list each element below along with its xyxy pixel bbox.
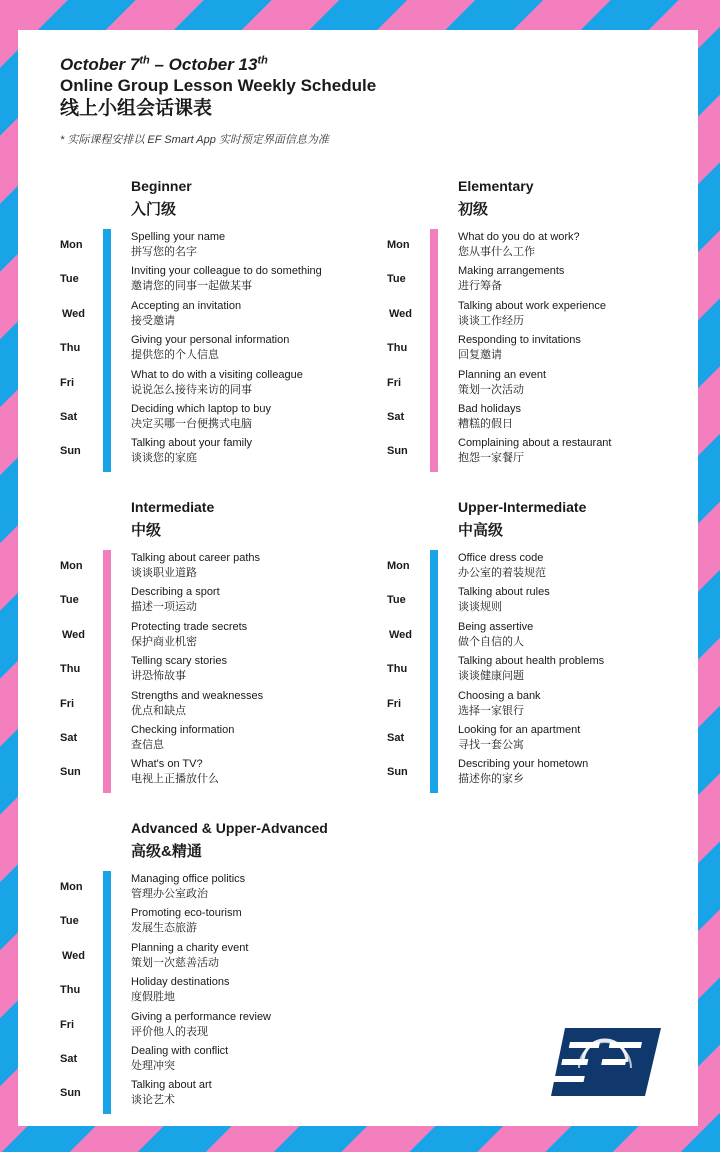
day-label: Fri xyxy=(60,1018,75,1031)
topic-en: Describing a sport xyxy=(131,586,220,599)
schedule-row xyxy=(60,585,360,619)
topic-zh: 发展生态旅游 xyxy=(131,922,197,935)
topic-en: Talking about rules xyxy=(458,586,550,599)
day-label: Wed xyxy=(62,628,86,641)
topic-zh: 度假胜地 xyxy=(131,991,175,1004)
level-block xyxy=(387,499,687,799)
topic-en: Choosing a bank xyxy=(458,689,541,702)
schedule-row xyxy=(60,230,360,264)
topic-zh: 寻找一套公寓 xyxy=(458,739,524,751)
topic-zh: 谈谈规则 xyxy=(458,601,502,614)
schedule-row xyxy=(387,264,687,298)
topic-en: Giving a performance review xyxy=(131,1010,272,1023)
topic-zh: 抱怨一家餐厅 xyxy=(458,452,524,465)
topic-en: Describing your hometown xyxy=(458,758,589,771)
topic-zh: 接受邀请 xyxy=(131,314,175,327)
topic-zh: 谈谈健康问题 xyxy=(458,670,524,683)
topic-en: Holiday destinations xyxy=(131,976,230,989)
day-label: Sun xyxy=(60,1087,81,1100)
day-label: Tue xyxy=(60,915,79,928)
day-label: Sat xyxy=(60,1053,78,1065)
schedule-row xyxy=(387,402,687,436)
level-block xyxy=(60,499,360,799)
page-title: Online Group Lesson Weekly Schedule xyxy=(60,76,377,95)
schedule-row xyxy=(60,906,360,940)
topic-zh: 讲恐怖故事 xyxy=(131,670,186,683)
level-block xyxy=(60,820,360,1120)
schedule-row xyxy=(60,723,360,757)
schedule-row xyxy=(60,402,360,436)
level-title-zh: 中级 xyxy=(131,522,162,539)
day-label: Mon xyxy=(60,881,83,893)
topic-zh: 谈谈职业道路 xyxy=(131,567,197,579)
topic-en: Complaining about a restaurant xyxy=(458,437,612,450)
topic-zh: 做个自信的人 xyxy=(458,635,524,648)
topic-zh: 回复邀请 xyxy=(458,349,502,362)
topic-zh: 提供您的个人信息 xyxy=(131,349,219,362)
day-label: Thu xyxy=(60,984,81,997)
topic-zh: 拼写您的名字 xyxy=(131,246,197,258)
date-range: October 7th – October 13th xyxy=(60,54,268,74)
level-title: Intermediate xyxy=(131,499,215,515)
schedule-row xyxy=(387,368,687,402)
schedule-row xyxy=(60,689,360,723)
day-label: Tue xyxy=(387,273,406,286)
topic-zh: 查信息 xyxy=(131,739,164,751)
schedule-row xyxy=(387,757,687,791)
day-label: Sun xyxy=(387,766,408,779)
day-label: Thu xyxy=(60,342,81,355)
topic-zh: 说说怎么接待来访的同事 xyxy=(131,383,252,396)
day-label: Wed xyxy=(389,628,413,641)
topic-zh: 谈论艺术 xyxy=(131,1094,175,1107)
schedule-row xyxy=(60,1078,360,1112)
schedule-note: * 实际课程安排以 EF Smart App 实时预定界面信息为准 xyxy=(60,134,329,146)
topic-zh: 谈谈工作经历 xyxy=(458,314,524,327)
schedule-row xyxy=(387,230,687,264)
level-title: Advanced & Upper-Advanced xyxy=(131,820,328,836)
schedule-row xyxy=(387,620,687,654)
topic-en: Talking about career paths xyxy=(131,552,261,564)
topic-en: Strengths and weaknesses xyxy=(131,689,264,702)
schedule-row xyxy=(60,436,360,470)
schedule-row xyxy=(60,299,360,333)
day-label: Fri xyxy=(387,376,402,389)
topic-en: What to do with a visiting colleague xyxy=(131,368,303,381)
level-title: Upper-Intermediate xyxy=(458,499,587,515)
day-label: Sat xyxy=(387,732,405,744)
level-title-zh: 入门级 xyxy=(131,201,177,218)
topic-zh: 电视上正播放什么 xyxy=(131,773,219,786)
topic-en: Protecting trade secrets xyxy=(131,620,248,633)
topic-zh: 谈谈您的家庭 xyxy=(131,452,197,465)
level-title: Elementary xyxy=(458,178,534,194)
ef-logo-icon xyxy=(551,1028,661,1096)
topic-en: Giving your personal information xyxy=(131,334,290,347)
schedule-card xyxy=(18,30,698,1126)
schedule-row xyxy=(387,436,687,470)
topic-en: Bad holidays xyxy=(458,403,521,415)
topic-en: Managing office politics xyxy=(131,873,246,885)
page-title-zh: 线上小组会话课表 xyxy=(60,98,213,119)
day-label: Sun xyxy=(60,766,81,779)
day-label: Fri xyxy=(60,697,75,710)
topic-en: Talking about health problems xyxy=(458,655,605,668)
topic-zh: 管理办公室政治 xyxy=(131,888,208,900)
topic-zh: 描述你的家乡 xyxy=(458,773,524,786)
day-label: Thu xyxy=(387,342,408,355)
day-label: Tue xyxy=(387,594,406,607)
topic-zh: 糟糕的假日 xyxy=(458,418,513,430)
topic-en: Office dress code xyxy=(458,552,544,564)
level-title-zh: 中高级 xyxy=(458,522,504,539)
topic-zh: 您从事什么工作 xyxy=(458,246,535,258)
schedule-row xyxy=(60,975,360,1009)
day-label: Mon xyxy=(60,239,83,251)
schedule-row xyxy=(60,1010,360,1044)
day-label: Sat xyxy=(387,411,405,423)
schedule-row xyxy=(60,333,360,367)
topic-en: Planning an event xyxy=(458,368,547,381)
schedule-row xyxy=(387,333,687,367)
topic-en: Responding to invitations xyxy=(458,334,581,347)
topic-en: Talking about work experience xyxy=(458,299,606,312)
schedule-row xyxy=(60,551,360,585)
schedule-row xyxy=(60,941,360,975)
topic-en: Telling scary stories xyxy=(131,655,227,668)
topic-en: Checking information xyxy=(131,724,235,736)
topic-zh: 决定买哪一台便携式电脑 xyxy=(131,418,252,430)
topic-zh: 策划一次活动 xyxy=(458,383,524,396)
topic-zh: 选择一家银行 xyxy=(458,704,524,717)
day-label: Mon xyxy=(60,560,83,572)
schedule-row xyxy=(60,620,360,654)
topic-en: Talking about your family xyxy=(131,437,253,450)
topic-zh: 办公室的着装规范 xyxy=(458,567,546,579)
topic-en: What's on TV? xyxy=(131,758,203,771)
level-block xyxy=(60,178,360,478)
day-label: Thu xyxy=(387,663,408,676)
schedule-row xyxy=(60,264,360,298)
topic-en: Looking for an apartment xyxy=(458,724,581,736)
day-label: Mon xyxy=(387,239,410,251)
schedule-row xyxy=(60,654,360,688)
level-title: Beginner xyxy=(131,178,192,194)
day-label: Sat xyxy=(60,411,78,423)
topic-en: Making arrangements xyxy=(458,265,565,278)
day-label: Sun xyxy=(387,445,408,458)
day-label: Wed xyxy=(62,307,86,320)
topic-zh: 描述一项运动 xyxy=(131,601,197,614)
day-label: Sat xyxy=(60,732,78,744)
topic-en: What do you do at work? xyxy=(458,231,580,243)
topic-en: Being assertive xyxy=(458,620,534,633)
level-title-zh: 初级 xyxy=(458,201,489,218)
topic-zh: 优点和缺点 xyxy=(131,704,186,717)
day-label: Fri xyxy=(387,697,402,710)
topic-en: Promoting eco-tourism xyxy=(131,907,242,920)
schedule-row xyxy=(387,585,687,619)
topic-zh: 处理冲突 xyxy=(131,1060,175,1072)
day-label: Tue xyxy=(60,273,79,286)
day-label: Sun xyxy=(60,445,81,458)
schedule-row xyxy=(387,654,687,688)
schedule-row xyxy=(60,368,360,402)
schedule-row xyxy=(387,299,687,333)
topic-en: Spelling your name xyxy=(131,231,226,243)
schedule-row xyxy=(387,551,687,585)
topic-en: Dealing with conflict xyxy=(131,1045,229,1057)
day-label: Wed xyxy=(389,307,413,320)
level-title-zh: 高级&精通 xyxy=(131,843,202,860)
schedule-row xyxy=(387,689,687,723)
schedule-row xyxy=(60,757,360,791)
day-label: Tue xyxy=(60,594,79,607)
level-block xyxy=(387,178,687,478)
topic-zh: 邀请您的同事一起做某事 xyxy=(131,280,252,293)
header xyxy=(60,55,376,121)
topic-en: Inviting your colleague to do something xyxy=(131,265,322,278)
day-label: Wed xyxy=(62,949,86,962)
topic-zh: 保护商业机密 xyxy=(131,635,197,648)
schedule-row xyxy=(387,723,687,757)
day-label: Mon xyxy=(387,560,410,572)
schedule-row xyxy=(60,872,360,906)
topic-en: Talking about art xyxy=(131,1079,212,1092)
topic-zh: 策划一次慈善活动 xyxy=(131,956,219,969)
day-label: Fri xyxy=(60,376,75,389)
topic-en: Deciding which laptop to buy xyxy=(131,403,272,415)
topic-en: Planning a charity event xyxy=(131,941,249,954)
topic-zh: 评价他人的表现 xyxy=(131,1025,208,1038)
topic-en: Accepting an invitation xyxy=(131,299,242,312)
day-label: Thu xyxy=(60,663,81,676)
topic-zh: 进行筹备 xyxy=(458,280,502,293)
schedule-row xyxy=(60,1044,360,1078)
